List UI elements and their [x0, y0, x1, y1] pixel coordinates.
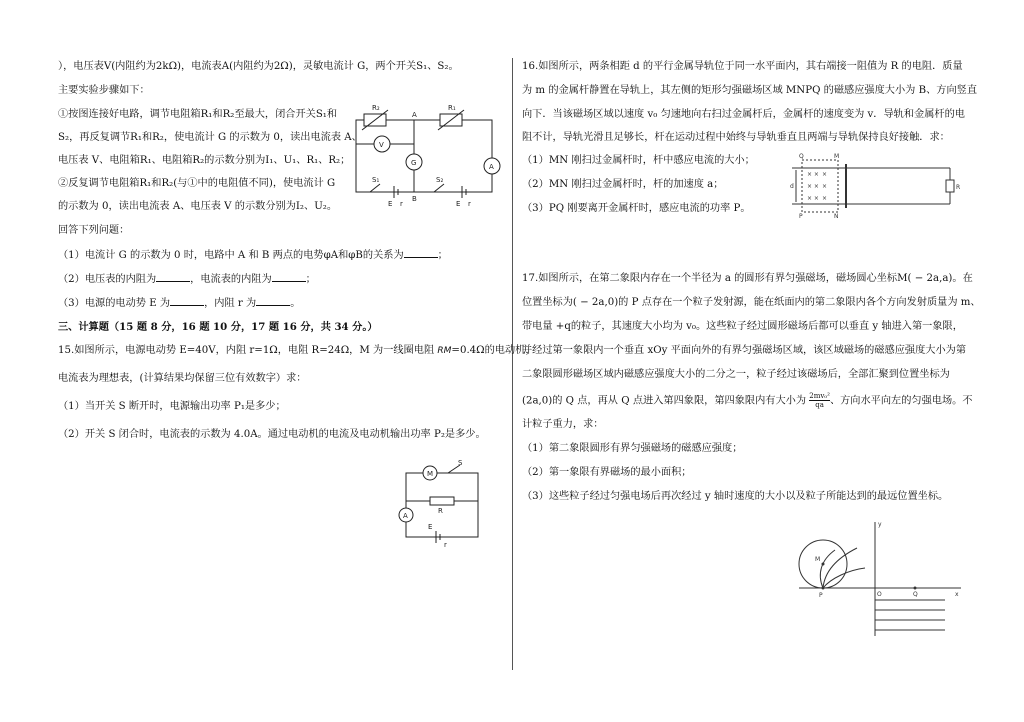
problem17-line2: 位置坐标为( − 2a,0)的 P 点存在一个粒子发射源，能在纸面内的第二象限内各个方向发射质量为 m、	[522, 297, 981, 308]
question-3: （3）电源的电动势 E 为 ，内阻 r 为 。	[58, 298, 301, 309]
motor-resistance-symbol: RM	[437, 346, 452, 356]
answer-blank[interactable]	[256, 296, 290, 306]
rail-magnetic-field-figure	[790, 150, 965, 220]
label-E1: E	[388, 200, 393, 208]
answer-blank[interactable]	[156, 272, 190, 282]
label-Q: Q	[913, 591, 918, 598]
svg-text:×: ×	[822, 183, 828, 190]
label-P: P	[819, 592, 823, 599]
label-d: d	[790, 183, 794, 190]
section-title: 三、计算题（15 题 8 分，16 题 10 分，17 题 16 分，共 34 分。）	[58, 321, 378, 333]
svg-text:× ×: × ×	[807, 171, 819, 178]
label-M: M	[815, 556, 821, 563]
step2-line2: 的示数为 0，读出电流表 A、电压表 V 的示数分别为I₂、U₂。	[58, 201, 338, 212]
x-axis-label: x	[955, 591, 959, 598]
problem17-line7: 计粒子重力，求：	[522, 419, 604, 430]
problem17-line1: 17.如图所示，在第二象限内存在一个半径为 a 的圆形有界匀强磁场，磁场圆心坐标M( − 2a,a)。在	[522, 273, 973, 284]
step1-line1: ①按图连接好电路，调节电阻箱R₁和R₂至最大，闭合开关S₁和	[58, 109, 338, 120]
svg-text:× ×: × ×	[807, 195, 819, 202]
galvanometer-label: G	[411, 159, 417, 167]
problem17-line5: 二象限圆形磁场区域内磁感应强度大小的二分之一，粒子经过该磁场后，全部汇聚到位置坐标为	[522, 369, 950, 380]
problem17-q2: （2）第一象限有界磁场的最小面积；	[522, 467, 692, 478]
label-Q: Q	[799, 153, 804, 160]
answer-heading: 回答下列问题：	[58, 225, 130, 236]
problem17-q3: （3）这些粒子经过匀强电场后再次经过 y 轴时速度的大小以及粒子所能达到的最远位置坐标。	[522, 491, 949, 502]
bridge-circuit-diagram	[342, 100, 512, 215]
coordinate-field-figure	[795, 518, 965, 638]
problem16-line2: 为 m 的金属杆静置在导轨上，其左侧的矩形匀强磁场区域 MNPQ 的磁感应强度大小为 B、方向竖直	[522, 85, 978, 96]
label-E: E	[428, 523, 433, 531]
label-P: P	[799, 213, 803, 220]
problem15-q2: （2）开关 S 闭合时，电流表的示数为 4.0A。通过电动机的电流及电动机输出功率 P₂是多少。	[58, 429, 486, 440]
field-fraction: $\frac{\text{2mv₀²}}{qa}$	[809, 392, 830, 409]
label-r1: r	[400, 200, 403, 208]
answer-blank[interactable]	[170, 296, 204, 306]
label-R1: R₁	[448, 104, 456, 112]
y-axis-label: y	[878, 521, 882, 528]
question-1: （1）电流计 G 的示数为 0 时，电路中 A 和 B 两点的电势φA和φB的关系为 ；	[58, 250, 448, 261]
label-point-A: A	[412, 111, 417, 119]
problem16-q1: （1）MN 刚扫过金属杆时，杆中感应电流的大小；	[522, 155, 755, 166]
origin-label: O	[877, 591, 882, 598]
label-M: M	[834, 153, 840, 160]
svg-text:×: ×	[822, 195, 828, 202]
resistor-label: R	[438, 507, 443, 515]
voltmeter-label: V	[379, 141, 384, 149]
label-S1: S₁	[372, 176, 380, 184]
column-divider	[512, 58, 513, 670]
problem16-q3: （3）PQ 刚要离开金属杆时，感应电流的功率 P。	[522, 203, 751, 214]
problem15-q1: （1）当开关 S 断开时，电源输出功率 P₁是多少；	[58, 401, 286, 412]
steps-heading: 主要实验步骤如下：	[58, 85, 150, 96]
step2-line1: ②反复调节电阻箱R₁和R₂(与①中的电阻值不同)，使电流计 G	[58, 178, 336, 189]
motor-label: M	[427, 470, 434, 478]
intro-line: ），电压表V(内阻约为2kΩ)，电流表A(内阻约为2Ω)，灵敏电流计 G，两个开关S₁、S₂。	[58, 61, 459, 72]
problem15-line1: 15.如图所示，电源电动势 E=40V，内阻 r=1Ω，电阻 R=24Ω，M 为一线圈电阻 RM=0.4Ω的电动机，	[58, 345, 536, 356]
step1-line3: 电压表 V、电阻箱R₁、电阻箱R₂的示数分别为I₁、U₁、R₁、R₂；	[58, 155, 351, 166]
answer-blank[interactable]	[272, 272, 306, 282]
label-point-B: B	[412, 195, 417, 203]
step1-line2: S₂，再反复调节R₁和R₂，使电流计 G 的示数为 0，读出电流表 A、	[58, 132, 362, 143]
problem16-line3: 向下．当该磁场区域以速度 v₀ 匀速地向右扫过金属杆后，金属杆的速度变为 v．导轨和金属杆的电	[522, 109, 965, 120]
label-R: R	[956, 184, 961, 191]
problem15-line2: 电流表为理想表，(计算结果均保留三位有效数字）求：	[58, 373, 307, 384]
problem16-line4: 阻不计，导轨光滑且足够长，杆在运动过程中始终与导轨垂直且两端与导轨保持良好接触．求：	[522, 132, 950, 143]
problem17-line6: (2a,0)的 Q 点，再从 Q 点进入第四象限，第四象限内有大小为 $\frac{\text{2mv₀²}}{qa}$ 、方向水平向左的匀强电场。不	[522, 392, 973, 409]
problem17-line4: 并经过第一象限内一个垂直 xOy 平面向外的有界匀强磁场区域，该区域磁场的磁感应强度大小为第	[522, 345, 967, 356]
motor-circuit-diagram	[388, 455, 488, 550]
label-R2: R₂	[372, 104, 380, 112]
ammeter-label: A	[489, 163, 494, 171]
label-N: N	[834, 213, 839, 220]
label-S2: S₂	[436, 176, 444, 184]
question-2: （2）电压表的内阻为 ，电流表的内阻为 ；	[58, 274, 316, 285]
answer-blank[interactable]	[404, 248, 438, 258]
problem16-q2: （2）MN 刚扫过金属杆时，杆的加速度 a；	[522, 179, 724, 190]
problem17-q1: （1）第二象限圆形有界匀强磁场的磁感应强度；	[522, 443, 743, 454]
label-r2: r	[468, 200, 471, 208]
problem16-line1: 16.如图所示，两条相距 d 的平行金属导轨位于同一水平面内，其右端接一阻值为 R 的电阻．质量	[522, 61, 963, 72]
problem17-line3: 带电量 +q的粒子，其速度大小均为 v₀。这些粒子经过圆形磁场后都可以垂直 y 轴进入第一象限，	[522, 321, 963, 332]
ammeter-label: A	[403, 512, 408, 520]
label-r: r	[444, 541, 447, 549]
label-E2: E	[456, 200, 461, 208]
svg-text:× ×: × ×	[807, 183, 819, 190]
svg-text:×: ×	[822, 171, 828, 178]
switch-label: S	[458, 459, 463, 467]
